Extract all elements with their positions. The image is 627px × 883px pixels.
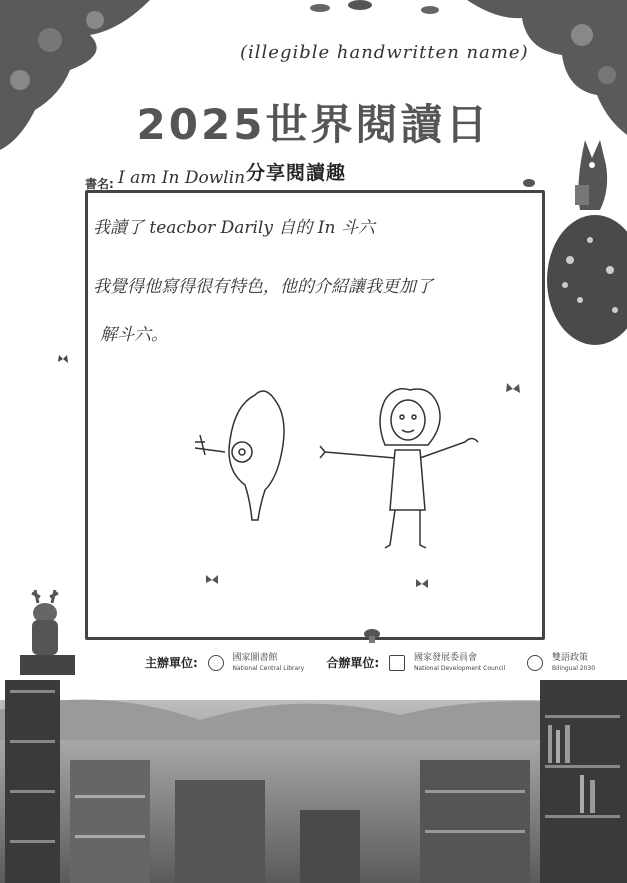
handwritten-line-1: 我讀了 teacbor Darily 自的 In 斗六: [93, 218, 375, 238]
organizer-footer: [145, 653, 607, 673]
page-subtitle: 分享閱讀趣: [246, 162, 347, 184]
bilingual-mark-icon: [527, 655, 543, 671]
butterfly-icon: [505, 382, 521, 396]
ncl-name-en: National Central Library: [232, 665, 305, 672]
handwritten-line-2: 我覺得他寫得很有特色，他的介紹讓我更加了: [93, 277, 433, 297]
library-scene-illustration: [0, 680, 627, 883]
butterfly-icon: [415, 578, 429, 590]
ndc-name-en: National Development Council: [413, 665, 506, 672]
child-drawing: [180, 380, 500, 570]
deer-illustration: [10, 585, 85, 675]
bilingual-name: 雙語政策: [551, 653, 588, 663]
ncl-name: 國家圖書館: [232, 653, 278, 663]
bilingual-logo: [527, 653, 607, 673]
book-name-value: I am In Dowlin: [118, 168, 246, 188]
ndc-logo: [389, 653, 517, 673]
organizer-label: 主辦單位:: [145, 655, 198, 670]
handwritten-line-3: 解斗六。: [100, 325, 168, 345]
drawing-creature: [195, 391, 284, 520]
fox-on-mushroom-illustration: [540, 130, 627, 355]
coorganizer-label: 合辦單位:: [326, 655, 380, 670]
mushroom-icon: [363, 628, 381, 644]
handwritten-name: (illegible handwritten name): [240, 42, 529, 63]
page-title: 2025世界閱讀日: [136, 100, 491, 149]
ndc-name: 國家發展委員會: [413, 653, 477, 663]
bird-icon: [522, 176, 536, 188]
book-name-label: 書名:: [85, 177, 114, 191]
ndc-mark-icon: [389, 655, 405, 671]
ncl-seal-icon: [208, 655, 224, 671]
butterfly-icon: [58, 355, 68, 364]
leaves-top-center: [300, 0, 460, 25]
ncl-logo: [208, 653, 316, 673]
drawing-person: [320, 389, 478, 548]
bilingual-name-en: Bilingual 2030: [551, 665, 596, 672]
butterfly-icon: [205, 574, 219, 586]
